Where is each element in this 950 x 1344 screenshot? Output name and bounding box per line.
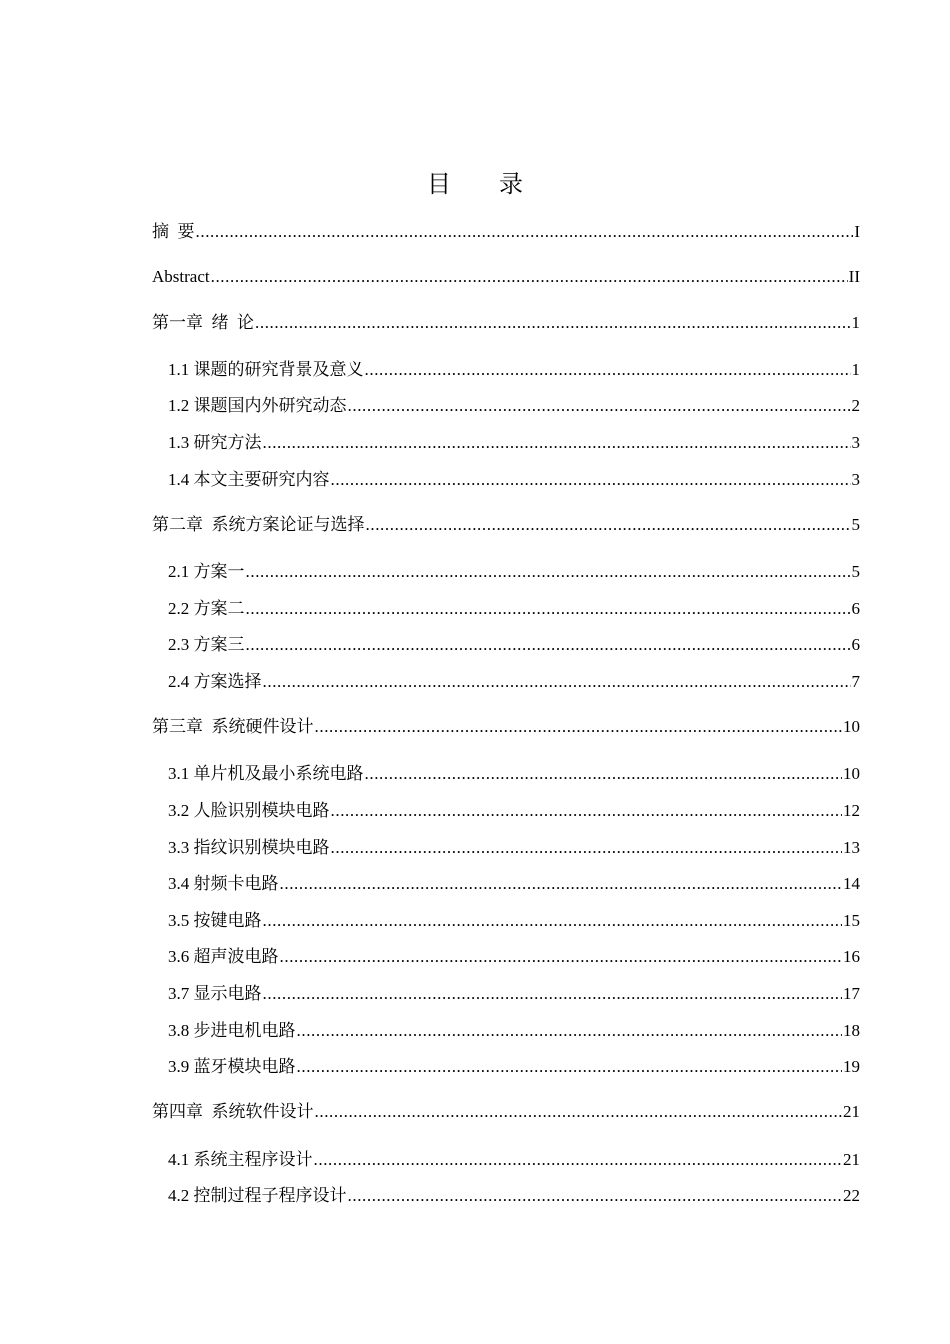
- toc-entry-label: 3.3 指纹识别模块电路: [168, 838, 330, 857]
- toc-entry-page: 1: [851, 360, 860, 379]
- toc-entry-label: 3.4 射频卡电路: [168, 874, 279, 893]
- toc-leader-dots: [263, 669, 851, 695]
- toc-entry-section-3-8[interactable]: [168, 1018, 860, 1044]
- toc-entry-section-3-9[interactable]: [168, 1054, 860, 1080]
- toc-entry-label: 第三章 系统硬件设计: [152, 717, 314, 736]
- toc-leader-dots: [196, 219, 854, 245]
- toc-entry-page: 10: [843, 764, 860, 783]
- toc-leader-dots: [297, 1018, 843, 1044]
- toc-entry-section-2-3[interactable]: [168, 632, 860, 658]
- toc-entry-page: 21: [843, 1102, 860, 1121]
- toc-leader-dots: [255, 310, 851, 336]
- toc-entry-section-3-2[interactable]: [168, 798, 860, 824]
- toc-entry-page: 22: [843, 1186, 860, 1205]
- toc-entry-page: 10: [843, 717, 860, 736]
- toc-entry-label: 4.2 控制过程子程序设计: [168, 1186, 347, 1205]
- toc-entry-label: 3.9 蓝牙模块电路: [168, 1057, 296, 1076]
- toc-entry-page: II: [848, 267, 860, 286]
- toc-entry-page: 16: [843, 947, 860, 966]
- toc-entry-label: 1.4 本文主要研究内容: [168, 470, 330, 489]
- toc-entry-section-2-2[interactable]: [168, 596, 860, 622]
- toc-leader-dots: [331, 835, 843, 861]
- toc-leader-dots: [246, 632, 851, 658]
- toc-leader-dots: [211, 264, 848, 290]
- toc-entry-label: 3.1 单片机及最小系统电路: [168, 764, 364, 783]
- toc-entry-page: 13: [843, 838, 860, 857]
- toc-entry-page: 17: [843, 984, 860, 1003]
- toc-leader-dots: [280, 944, 843, 970]
- toc-leader-dots: [331, 798, 843, 824]
- toc-entry-page: 21: [843, 1150, 860, 1169]
- toc-entry-section-3-4[interactable]: [168, 871, 860, 897]
- toc-leader-dots: [246, 559, 851, 585]
- toc-entry-section-1-1[interactable]: [168, 357, 860, 383]
- toc-entry-page: I: [854, 222, 860, 241]
- toc-entry-label: 摘 要: [152, 222, 195, 241]
- toc-entry-chapter-2[interactable]: [152, 512, 860, 538]
- toc-leader-dots: [314, 1147, 843, 1173]
- toc-entry-label: 3.2 人脸识别模块电路: [168, 801, 330, 820]
- toc-entry-page: 3: [851, 470, 860, 489]
- toc-entry-label: 2.1 方案一: [168, 562, 245, 581]
- toc-title-char: 录: [499, 172, 523, 198]
- toc-entry-section-3-1[interactable]: [168, 761, 860, 787]
- toc-entry-section-1-4[interactable]: [168, 467, 860, 493]
- toc-entry-label: 3.5 按键电路: [168, 911, 262, 930]
- toc-entry-page: 6: [851, 635, 860, 654]
- toc-leader-dots: [297, 1054, 843, 1080]
- toc-entry-section-1-3[interactable]: [168, 430, 860, 456]
- toc-entry-chapter-3[interactable]: [152, 714, 860, 740]
- toc-entry-label: 3.6 超声波电路: [168, 947, 279, 966]
- toc-entry-page: 15: [843, 911, 860, 930]
- toc-entry-section-2-4[interactable]: [168, 669, 860, 695]
- toc-entry-section-2-1[interactable]: [168, 559, 860, 585]
- toc-entry-label: 2.3 方案三: [168, 635, 245, 654]
- toc-entry-section-4-1[interactable]: [168, 1147, 860, 1173]
- toc-leader-dots: [263, 981, 843, 1007]
- toc-leader-dots: [263, 430, 851, 456]
- toc-entry-chapter-1[interactable]: [152, 310, 860, 336]
- toc-leader-dots: [315, 714, 843, 740]
- toc-leader-dots: [331, 467, 851, 493]
- toc-entry-page: 5: [851, 562, 860, 581]
- toc-entry-section-3-7[interactable]: [168, 981, 860, 1007]
- toc-entry-label: 2.4 方案选择: [168, 672, 262, 691]
- toc-entry-page: 2: [851, 396, 860, 415]
- toc-entry-label: 第四章 系统软件设计: [152, 1102, 314, 1121]
- toc-leader-dots: [366, 512, 851, 538]
- toc-entry-abstract-cn[interactable]: [152, 219, 860, 245]
- toc-entry-section-3-3[interactable]: [168, 835, 860, 861]
- toc-entry-label: 第二章 系统方案论证与选择: [152, 515, 365, 534]
- toc-entry-label: 4.1 系统主程序设计: [168, 1150, 313, 1169]
- toc-entry-page: 18: [843, 1021, 860, 1040]
- toc-leader-dots: [246, 596, 851, 622]
- toc-entry-label: 1.3 研究方法: [168, 433, 262, 452]
- toc-entry-page: 12: [843, 801, 860, 820]
- toc-entry-label: 3.7 显示电路: [168, 984, 262, 1003]
- toc-entry-section-4-2[interactable]: [168, 1183, 860, 1209]
- toc-entry-page: 3: [851, 433, 860, 452]
- toc-entry-label: Abstract: [152, 267, 210, 286]
- toc-entry-label: 3.8 步进电机电路: [168, 1021, 296, 1040]
- toc-entry-section-3-6[interactable]: [168, 944, 860, 970]
- toc-entry-label: 1.1 课题的研究背景及意义: [168, 360, 364, 379]
- toc-leader-dots: [348, 393, 851, 419]
- toc-entry-page: 19: [843, 1057, 860, 1076]
- toc-entry-abstract-en[interactable]: [152, 264, 860, 290]
- toc-entry-chapter-4[interactable]: [152, 1099, 860, 1125]
- toc-leader-dots: [315, 1099, 843, 1125]
- toc-entry-page: 7: [851, 672, 860, 691]
- toc-leader-dots: [348, 1183, 843, 1209]
- toc-leader-dots: [365, 761, 843, 787]
- toc-entry-page: 1: [851, 313, 860, 332]
- toc-entry-page: 14: [843, 874, 860, 893]
- toc-entry-label: 1.2 课题国内外研究动态: [168, 396, 347, 415]
- toc-entry-label: 2.2 方案二: [168, 599, 245, 618]
- toc-leader-dots: [280, 871, 843, 897]
- toc-leader-dots: [263, 908, 843, 934]
- toc-leader-dots: [365, 357, 851, 383]
- toc-title-char: 目: [427, 172, 451, 198]
- toc-entry-page: 5: [851, 515, 860, 534]
- toc-entry-section-1-2[interactable]: [168, 393, 860, 419]
- toc-entry-label: 第一章 绪 论: [152, 313, 254, 332]
- toc-entry-section-3-5[interactable]: [168, 908, 860, 934]
- toc-entry-page: 6: [851, 599, 860, 618]
